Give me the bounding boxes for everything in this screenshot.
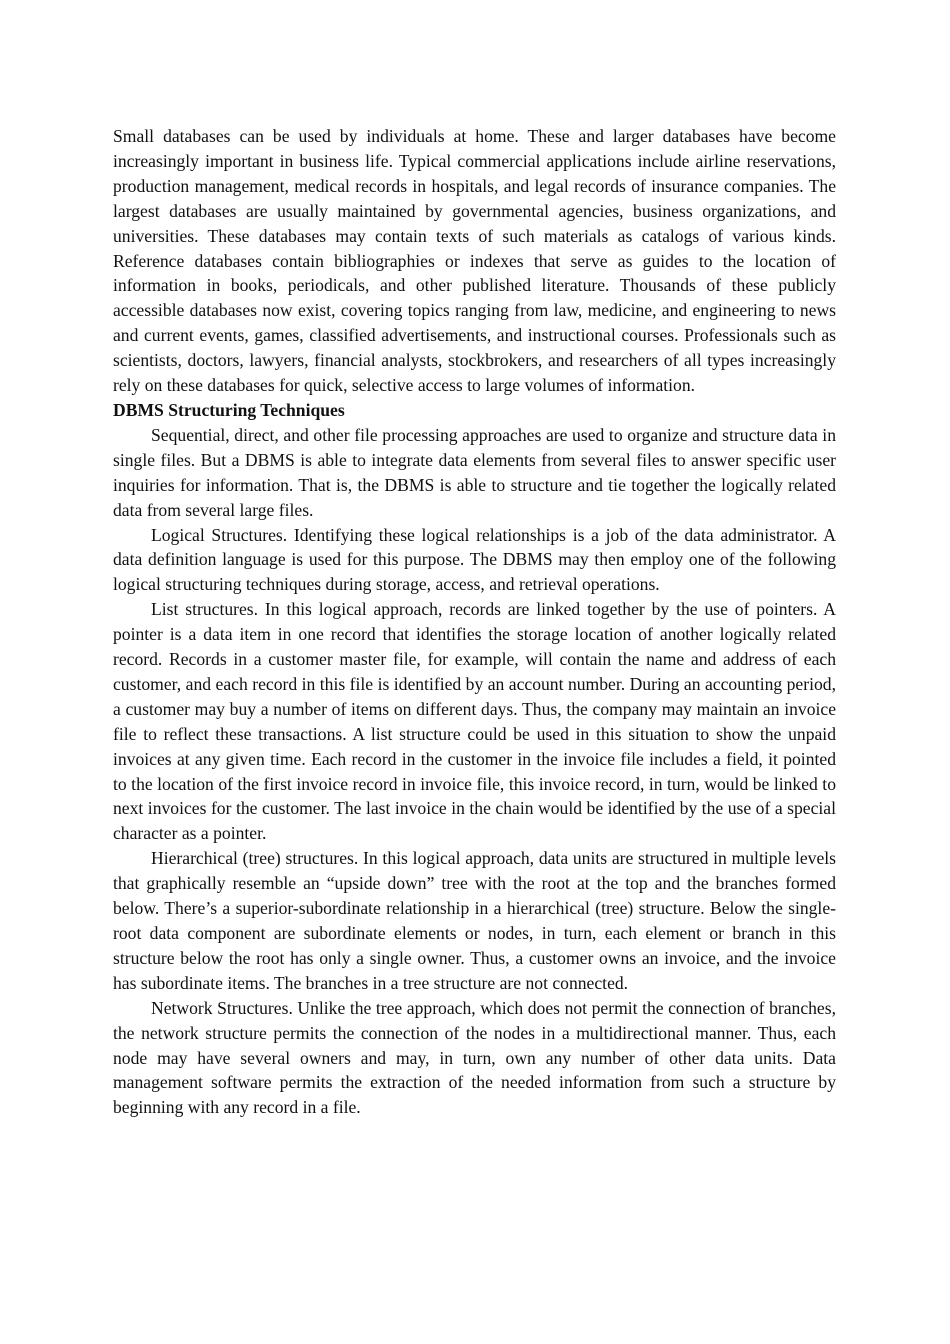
- document-page: [113, 124, 836, 1120]
- paragraph-list-structures: List structures. In this logical approach, records are linked together by the use of pointers. A pointer is a data item in one record that identifies the storage location of another logically related record. Records in a customer master file, for example, will contain the name and address of each customer, and each record in this file is identified by an account number. During an accounting period, a customer may buy a number of items on different days. Thus, the company may maintain an invoice file to reflect these transactions. A list structure could be used in this situation to show the unpaid invoices at any given time. Each record in the customer in the invoice file includes a field, it pointed to the location of the first invoice record in invoice file, this invoice record, in turn, would be linked to next invoices for the customer. The last invoice in the chain would be identified by the use of a special character as a pointer.: [113, 599, 836, 844]
- paragraph-network-structures: Network Structures. Unlike the tree approach, which does not permit the connection of branches, the network structure permits the connection of the nodes in a multidirectional manner. Thus, each node may have several owners and may, in turn, own any number of other data units. Data management software permits the extraction of the needed information from such a structure by beginning with any record in a file.: [113, 997, 836, 1118]
- paragraph-hierarchical-structures: Hierarchical (tree) structures. In this logical approach, data units are structured in multiple levels that graphically resemble an “upside down” tree with the root at the top and the branches formed below. There’s a superior-subordinate relationship in a hierarchical (tree) structure. Below the single-root data component are subordinate elements or nodes, in turn, each element or branch in this structure below the root has only a single owner. Thus, a customer owns an invoice, and the invoice has subordinate items. The branches in a tree structure are not connected.: [113, 848, 836, 993]
- paragraph-sequential: Sequential, direct, and other file processing approaches are used to organize and structure data in single files. But a DBMS is able to integrate data elements from several files to answer specific user inquiries for information. That is, the DBMS is able to structure and tie together the logically related data from several large files.: [113, 424, 836, 520]
- paragraph-logical-structures: Logical Structures. Identifying these logical relationships is a job of the data administrator. A data definition language is used for this purpose. The DBMS may then employ one of the following logical structuring techniques during storage, access, and retrieval operations.: [113, 524, 836, 595]
- section-heading: DBMS Structuring Techniques: [113, 399, 345, 420]
- intro-paragraph: Small databases can be used by individuals at home. These and larger databases have become increasingly important in business life. Typical commercial applications include airline reservations, production management, medical records in hospitals, and legal records of insurance companies. The largest databases are usually maintained by governmental agencies, business organizations, and universities. These databases may contain texts of such materials as catalogs of various kinds. Reference databases contain bibliographies or indexes that serve as guides to the location of information in books, periodicals, and other published literature. Thousands of these publicly accessible databases now exist, covering topics ranging from law, medicine, and engineering to news and current events, games, classified advertisements, and instructional courses. Professionals such as scientists, doctors, lawyers, financial analysts, stockbrokers, and researchers of all types increasingly rely on these databases for quick, selective access to large volumes of information.: [113, 126, 836, 396]
